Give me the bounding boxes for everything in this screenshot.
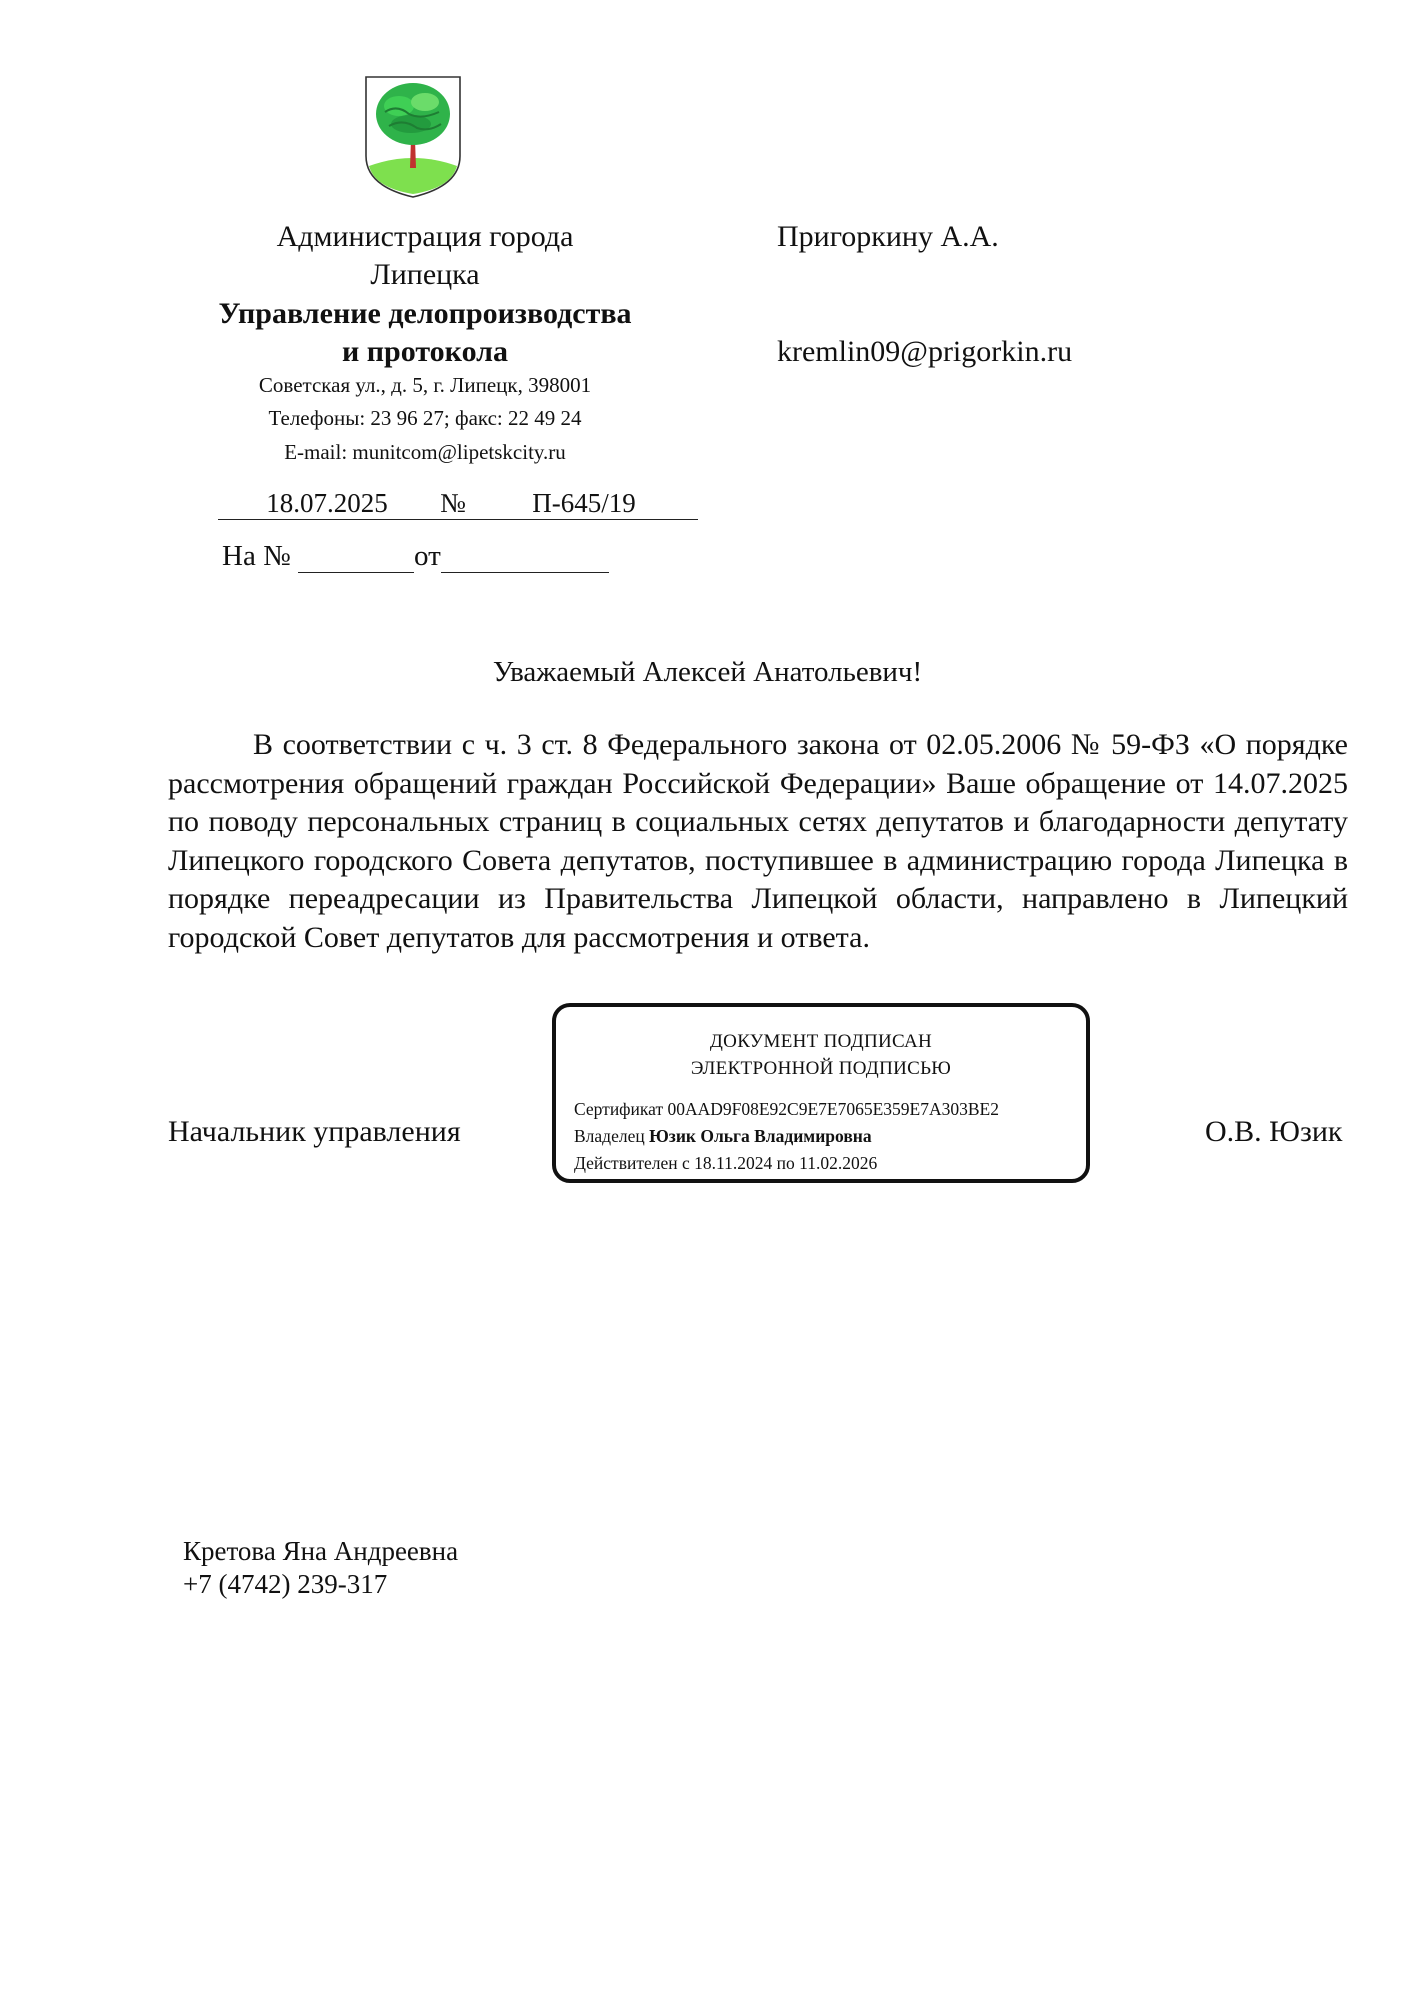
stamp-validity-to-prefix: по <box>776 1153 795 1173</box>
stamp-title-line1: ДОКУМЕНТ ПОДПИСАН <box>709 1031 933 1052</box>
executor-phone: +7 (4742) 239-317 <box>183 1569 388 1599</box>
stamp-validity-from: 18.11.2024 <box>694 1153 773 1173</box>
registration-number-sign: № <box>436 485 470 520</box>
registration-number: П-645/19 <box>470 485 698 520</box>
reply-from-label: от <box>413 540 441 572</box>
reply-number-label: На № <box>222 540 291 572</box>
signatory-name: О.В. Юзик <box>1205 1115 1343 1148</box>
reply-reference-line <box>222 538 609 573</box>
signatory-position: Начальник управления <box>168 1115 461 1148</box>
letter-body: В соответствии с ч. 3 ст. 8 Федерального закона от 02.05.2006 № 59-ФЗ «О порядке рассмотрения обращений граждан Российской Федерации» Ваше обращение от 14.07.2025 по поводу персональных страниц в социальных сетях депутатов и благодарности депутату Липецкого городского Совета депутатов, поступившее в администрацию города Липецка в порядке переадресации из Правительства Липецкой области, направлено в Липецкий городской Совет депутатов для рассмотрения и ответа. <box>168 728 1348 954</box>
stamp-validity-from-prefix: с <box>681 1153 690 1173</box>
stamp-validity <box>574 1150 1086 1177</box>
org-email: E-mail: munitcom@lipetskcity.ru <box>284 440 566 464</box>
reply-number-blank <box>298 538 414 573</box>
recipient-email: kremlin09@prigorkin.ru <box>777 335 1073 368</box>
lipetsk-coat-of-arms-icon <box>363 74 463 200</box>
stamp-certificate-value: 00AAD9F08E92C9E7E7065E359E7A303BE2 <box>667 1099 999 1119</box>
reply-date-blank <box>441 538 609 573</box>
registration-line <box>218 485 698 520</box>
stamp-owner-value: Юзик Ольга Владимировна <box>649 1126 872 1146</box>
stamp-owner-label: Владелец <box>574 1126 645 1146</box>
org-name-line1: Администрация города <box>276 220 574 253</box>
electronic-signature-stamp <box>552 1003 1090 1183</box>
stamp-validity-label: Действителен <box>574 1153 678 1173</box>
org-phones: Телефоны: 23 96 27; факс: 22 49 24 <box>268 406 582 430</box>
stamp-certificate <box>574 1096 1086 1123</box>
dept-name-line1: Управление делопроизводства <box>218 297 632 330</box>
registration-date: 18.07.2025 <box>218 485 436 520</box>
stamp-owner <box>574 1123 1086 1150</box>
stamp-validity-to: 11.02.2026 <box>799 1153 878 1173</box>
recipient-name: Пригоркину А.А. <box>777 220 999 253</box>
stamp-title-line2: ЭЛЕКТРОННОЙ ПОДПИСЬЮ <box>690 1058 952 1079</box>
org-address: Советская ул., д. 5, г. Липецк, 398001 <box>258 373 592 397</box>
salutation: Уважаемый Алексей Анатольевич! <box>492 656 923 688</box>
stamp-certificate-label: Сертификат <box>574 1099 664 1119</box>
org-name-line2: Липецка <box>370 258 480 291</box>
dept-name-line2: и протокола <box>341 335 509 368</box>
executor-name: Кретова Яна Андреевна <box>183 1536 459 1566</box>
